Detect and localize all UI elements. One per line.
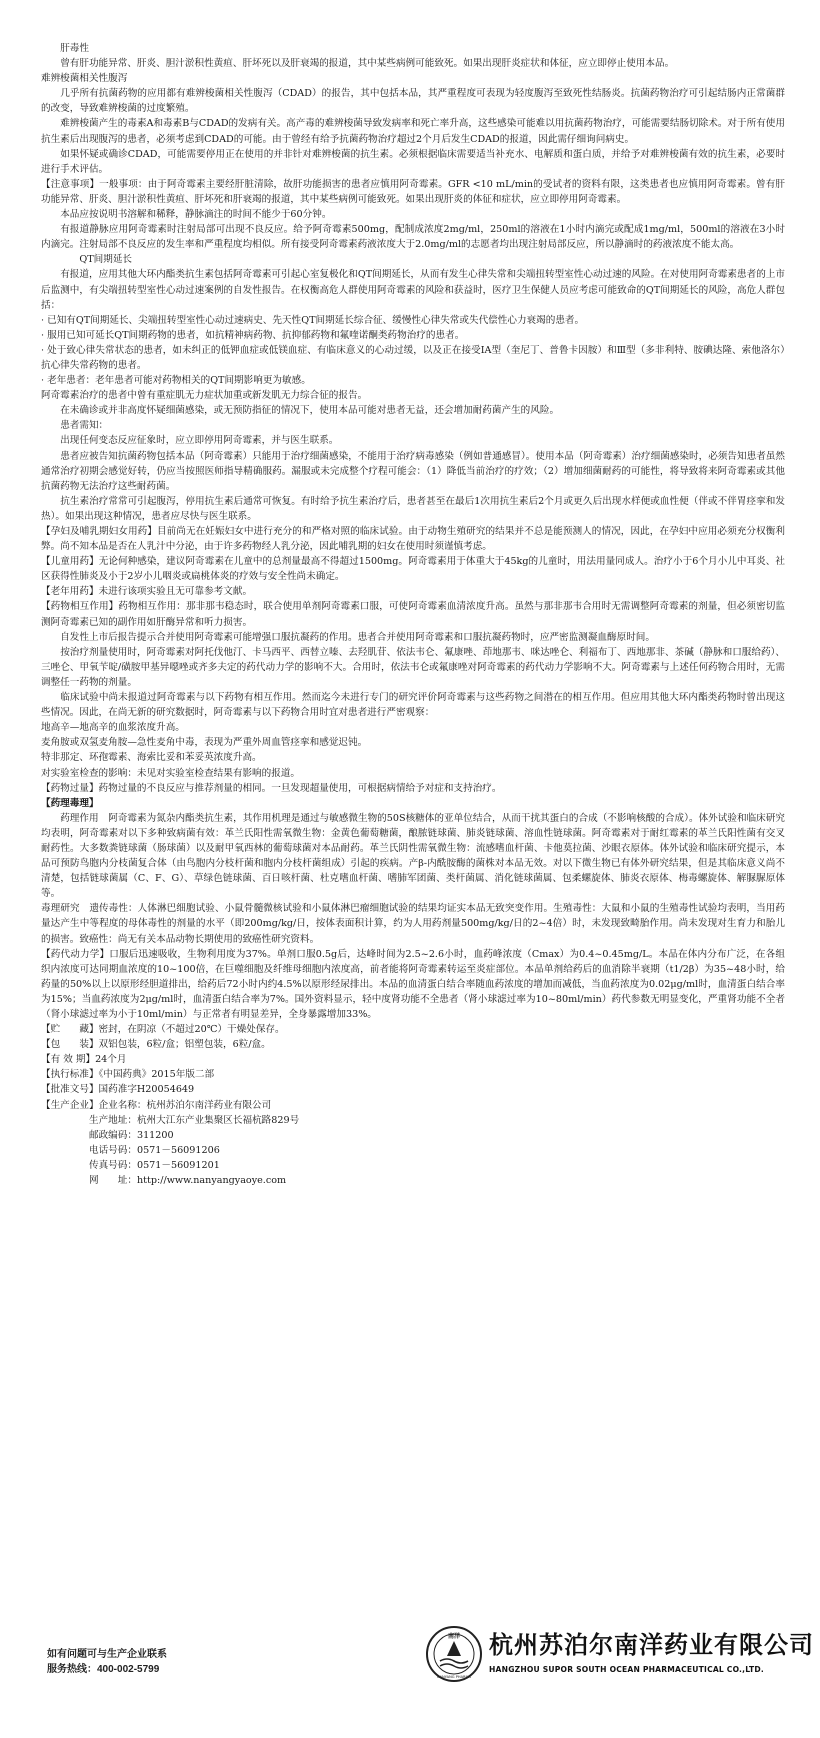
logo-ring-text: NANYANG PHARMA <box>436 1675 472 1679</box>
paragraph: 【有 效 期】24个月 <box>41 1054 127 1066</box>
paragraph: 【老年用药】未进行该项实验且无可靠参考文献。 <box>41 586 253 598</box>
company-logo-icon <box>425 1625 483 1683</box>
paragraph: 难辨梭菌相关性腹泻 <box>41 73 128 85</box>
paragraph: 出现任何变态反应征象时，应立即停用阿奇霉素，并与医生联系。 <box>60 435 339 447</box>
paragraph: 抗生素治疗常常可引起腹泻，停用抗生素后通常可恢复。有时给予抗生素治疗后，患者甚至在最后1次用抗生素后2个月或更久后出现水样便或血性便（伴或不伴胃痉挛和发热）。如果出现这种情况，患者应尽快与医生联系。 <box>41 495 785 522</box>
logo-text: 南洋 <box>447 1633 461 1640</box>
paragraph: · 处于致心律失常状态的患者，如未纠正的低钾血症或低镁血症、有临床意义的心动过缓，以及正在接受IA型（奎尼丁、普鲁卡因胺）和Ⅲ型（多非利特、胺碘达隆、索他洛尔）抗心律失常药物的患者。 <box>41 344 785 371</box>
paragraph: 患者应被告知抗菌药物包括本品（阿奇霉素）只能用于治疗细菌感染，不能用于治疗病毒感染（例如普通感冒）。使用本品（阿奇霉素）治疗细菌感染时，必须告知患者虽然通常治疗初期会感觉好转，仍应当按照医师指导精确服药。漏服或未完成整个疗程可能会：（1）降低当前治疗的疗效；（2）增加细菌耐药的可能性，将导致将来阿奇霉素或其他抗菌药物无法治疗这些耐药菌。 <box>41 450 785 492</box>
service-hotline: 服务热线：400-002-5799 <box>47 1664 160 1675</box>
contact-note: 如有问题可与生产企业联系 <box>47 1649 167 1660</box>
paragraph: 自发性上市后报告提示合并使用阿奇霉素可能增强口服抗凝药的作用。患者合并使用阿奇霉素和口服抗凝药物时，应严密监测凝血酶原时间。 <box>60 631 655 643</box>
paragraph: · 服用已知可延长QT间期药物的患者，如抗精神病药物、抗抑郁药物和氟喹诺酮类药物治疗的患者。 <box>41 329 465 341</box>
insert-footer <box>41 1621 814 1683</box>
paragraph: 几乎所有抗菌药物的应用都有难辨梭菌相关性腹泻（CDAD）的报告，其中包括本品，其严重程度可表现为轻度腹泻至致死性结肠炎。抗菌药物治疗可引起结肠内正常菌群的改变，导致难辨梭菌的过度繁殖。 <box>41 88 785 115</box>
paragraph: 【药物过量】药物过量的不良反应与推荐剂量的相同。一旦发现超量使用，可根据病情给予对症和支持治疗。 <box>41 782 502 794</box>
company-name-cn: 杭州苏泊尔南洋药业有限公司 <box>489 1631 814 1659</box>
paragraph: 对实验室检查的影响：未见对实验室检查结果有影响的报道。 <box>41 767 301 779</box>
paragraph: 【药代动力学】口服后迅速吸收，生物利用度为37%。单剂口服0.5g后，达峰时间为2.5~2.6小时，血药峰浓度（Cmax）为0.4~0.45mg/L。本品在体内分布广泛，在各组织内浓度可达同期血浓度的10~100倍，在巨噬细胞及纤维母细胞内浓度高，前者能将阿奇霉素转运至炎症部位。本品单剂给药后的血消除半衰期（t1/2β）为35~48小时，给药量的50%以上以原形经胆道排出，给药后72小时内约4.5%以原形经尿排出。本品的血清蛋白结合率随血药浓度的增加而减低，当血药浓度为0.02μg/ml时，血清蛋白结合率为15%；当血药浓度为2μg/ml时，血清蛋白结合率为7%。国外资料显示，轻中度肾功能不全患者（肾小球滤过率为10~80ml/min）药代参数无明显变化，严重肾功能不全者（肾小球滤过率为小于10ml/min）与正常者有明显差异，全身暴露增加33%。 <box>41 948 785 1020</box>
paragraph: · 已知有QT间期延长、尖端扭转型室性心动过速病史、先天性QT间期延长综合征、缓慢性心律失常或失代偿性心力衰竭的患者。 <box>41 314 585 326</box>
paragraph: 如果怀疑或确诊CDAD，可能需要停用正在使用的并非针对难辨梭菌的抗生素。必须根据临床需要适当补充水、电解质和蛋白质，并给予对难辨梭菌有效的抗生素，必要时进行手术评估。 <box>41 148 785 175</box>
insert-body-text <box>41 41 785 1188</box>
paragraph: 【批准文号】国药准字H20054649 <box>41 1084 195 1096</box>
paragraph: 本品应按说明书溶解和稀释，静脉滴注的时间不能少于60分钟。 <box>60 209 332 221</box>
paragraph: 生产地址：杭州大江东产业集聚区长福杭路829号 <box>89 1114 300 1126</box>
paragraph: 麦角胺或双氢麦角胺—急性麦角中毒，表现为严重外周血管痉挛和感觉迟钝。 <box>41 737 368 749</box>
paragraph: 邮政编码：311200 <box>89 1129 174 1141</box>
paragraph: 毒理研究 遗传毒性：人体淋巴细胞试验、小鼠骨髓微核试验和小鼠体淋巴瘤细胞试验的结果均证实本品无致突变作用。生殖毒性：大鼠和小鼠的生殖毒性试验均表明，当用药量达产生中等程度的母体毒性的剂量的水平（即200mg/kg/日，按体表面积计算，约为人用药剂量500mg/kg/日的2~4倍）时，未发现致畸胎作用。尚未发现对生育力和胎儿的损害。致癌性：尚无有关本品动物长期使用的致癌性研究资料。 <box>41 903 785 945</box>
paragraph: 网 址：http://www.nanyangyaoye.com <box>89 1175 287 1187</box>
paragraph: 电话号码：0571－56091206 <box>89 1144 220 1156</box>
paragraph: 肝毒性 <box>60 43 89 54</box>
paragraph: 【孕妇及哺乳期妇女用药】目前尚无在妊娠妇女中进行充分的和严格对照的临床试验。由于动物生殖研究的结果并不总是能预测人的情况，因此，在孕妇中应用必须充分权衡利弊。尚不知本品是否在人乳汁中分泌，由于许多药物经人乳分泌，因此哺乳期的妇女在使用时须谨慎考虑。 <box>41 526 785 553</box>
paragraph: 【执行标准】《中国药典》2015年版二部 <box>41 1069 215 1081</box>
paragraph: · 老年患者：老年患者可能对药物相关的QT间期影响更为敏感。 <box>41 375 311 387</box>
paragraph: 特非那定、环孢霉素、海索比妥和苯妥英浓度升高。 <box>41 752 262 764</box>
package-insert-page <box>41 41 814 1686</box>
paragraph: 【药理毒理】 <box>41 797 99 809</box>
paragraph: 有报道，应用其他大环内酯类抗生素包括阿奇霉素可引起心室复极化和QT间期延长，从而有发生心律失常和尖端扭转型室性心动过速的风险。在对使用阿奇霉素患者的上市后监测中，有尖端扭转型室性心动过速案例的自发性报告。在权衡高危人群使用阿奇霉素的风险和获益时，医疗卫生保健人员应考虑可能致命的QT间期延长的风险，高危人群包括： <box>41 269 785 311</box>
paragraph: 【药物相互作用】药物相互作用：那非那韦稳态时，联合使用单剂阿奇霉素口服，可使阿奇霉素血清浓度升高。虽然与那非那韦合用时无需调整阿奇霉素的剂量，但必须密切监测阿奇霉素已知的副作用如肝酶异常和听力损害。 <box>41 601 785 628</box>
paragraph: 阿奇霉素治疗的患者中曾有重症肌无力症状加重或新发肌无力综合征的报告。 <box>41 390 368 402</box>
paragraph: 【贮 藏】密封，在阴凉（不超过20℃）干燥处保存。 <box>41 1024 285 1036</box>
paragraph: 【生产企业】企业名称：杭州苏泊尔南洋药业有限公司 <box>41 1099 272 1111</box>
paragraph: 按治疗剂量使用时，阿奇霉素对阿托伐他汀、卡马西平、西替立嗪、去羟肌苷、依法韦仑、氟康唑、茚地那韦、咪达唑仑、利福布丁、西地那非、茶碱（静脉和口服给药）、三唑仑、甲氧苄啶/磺胺甲基异噁唑或齐多夫定的药代动力学的影响不大。合用时，依法韦仑或氟康唑对阿奇霉素的药代动力学影响不大。阿奇霉素与上述任何药物合用时，无需调整任一药物的剂量。 <box>41 646 785 688</box>
paragraph: 有报道静脉应用阿奇霉素时注射局部可出现不良反应。给予阿奇霉素500mg，配制成浓度2mg/ml，250ml的溶液在1小时内滴完或配成1mg/ml，500ml的溶液在3小时内滴完。注射局部不良反应的发生率和严重程度均相似。所有接受阿奇霉素药液浓度大于2.0mg/ml的志愿者均出现注射局部反应，所以静滴时的药液浓度不能太高。 <box>41 224 785 251</box>
paragraph: 【注意事项】一般事项：由于阿奇霉素主要经肝脏清除，故肝功能损害的患者应慎用阿奇霉素。GFR <10 mL/min的受试者的资料有限，这类患者也应慎用阿奇霉素。曾有肝功能异常、肝炎、胆汁淤积性黄疸、肝坏死和肝衰竭的报道，其中某些病例可能致死。如果出现肝炎的体征和症状，应立即停用阿奇霉素。 <box>41 178 785 205</box>
company-name-en: HANGZHOU SUPOR SOUTH OCEAN PHARMACEUTICAL CO.,LTD. <box>489 1665 764 1674</box>
company-name-block <box>489 1625 814 1674</box>
paragraph: 【儿童用药】无论何种感染，建议阿奇霉素在儿童中的总剂量最高不得超过1500mg。阿奇霉素用于体重大于45kg的儿童时，用法用量同成人。治疗小于6个月小儿中耳炎、社区获得性肺炎及小于2岁小儿咽炎或扁桃体炎的疗效与安全性尚未确定。 <box>41 556 785 583</box>
paragraph: 临床试验中尚未报道过阿奇霉素与以下药物有相互作用。然而迄今未进行专门的研究评价阿奇霉素与这些药物之间潜在的相互作用。但应用其他大环内酯类药物时曾出现这些情况。因此，在尚无新的研究数据时，阿奇霉素与以下药物合用时宜对患者进行严密观察： <box>41 692 785 719</box>
paragraph: 药理作用 阿奇霉素为氮杂内酯类抗生素，其作用机理是通过与敏感微生物的50S核糖体的亚单位结合，从而干扰其蛋白的合成（不影响核酸的合成）。体外试验和临床研究均表明，阿奇霉素对以下多种致病菌有效：革兰氏阳性需氧微生物：金黄色葡萄糖菌，酿脓链球菌、肺炎链球菌、溶血性链球菌。阿奇霉素对于耐红霉素的革兰氏阳性菌有交叉耐药性。大多数粪链球菌（肠球菌）以及耐甲氧西林的葡萄球菌对本品耐药。革兰氏阴性需氧微生物：流感嗜血杆菌、卡他莫拉菌、沙眼衣原体。体外试验和临床研究提示，本品可预防鸟胞内分枝菌复合体（由鸟胞内分枝杆菌和胞内分枝杆菌组成）引起的疾病。产β-内酰胺酶的菌株对本品无效。对以下微生物已有体外研究结果，但是其临床意义尚不清楚，包括链球菌属（C、F、G）、草绿色链球菌、百日咳杆菌、杜克嗜血杆菌、嗜肺军团菌、类杆菌属、消化链球菌属、包柔螺旋体、肺炎衣原体、梅毒螺旋体、解脲脲原体等。 <box>41 812 785 900</box>
paragraph: QT间期延长 <box>79 254 133 266</box>
paragraph: 地高辛—地高辛的血浆浓度升高。 <box>41 722 185 734</box>
paragraph: 在未确诊或并非高度怀疑细菌感染，或无预防指征的情况下，使用本品可能对患者无益，还会增加耐药菌产生的风险。 <box>60 405 560 417</box>
paragraph: 难辨梭菌产生的毒素A和毒素B与CDAD的发病有关。高产毒的难辨梭菌导致发病率和死亡率升高，这些感染可能难以用抗菌药物治疗，可能需要结肠切除术。对于所有使用抗生素后出现腹泻的患者，必须考虑到CDAD的可能。由于曾经有给予抗菌药物治疗超过2个月后发生CDAD的报道，因此需仔细询问病史。 <box>41 118 785 145</box>
paragraph: 患者需知： <box>60 420 109 432</box>
contact-block <box>47 1647 167 1677</box>
paragraph: 【包 装】双铝包装，6粒/盒；铝塑包装，6粒/盒。 <box>41 1039 271 1051</box>
paragraph: 传真号码：0571－56091201 <box>89 1159 220 1171</box>
paragraph: 曾有肝功能异常、肝炎、胆汁淤积性黄疸、肝坏死以及肝衰竭的报道，其中某些病例可能致死。如果出现肝炎症状和体征，应立即停止使用本品。 <box>60 58 675 70</box>
